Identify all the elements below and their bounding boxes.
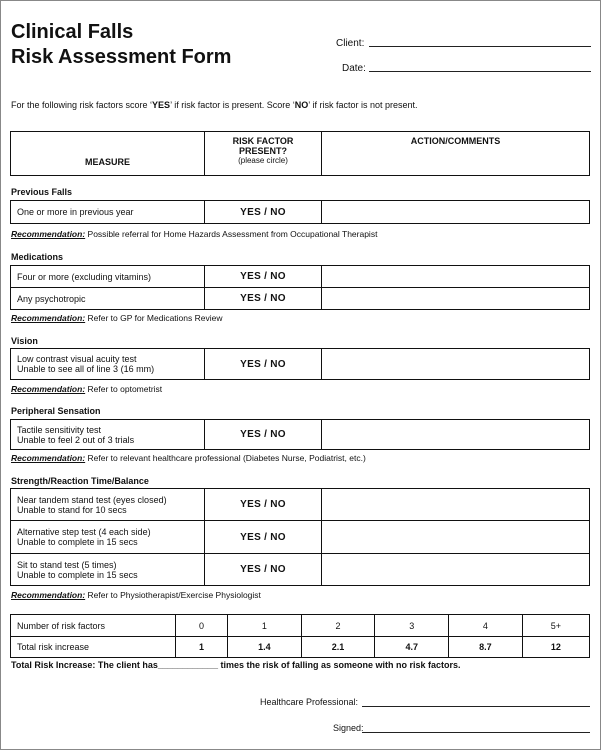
risk-increase-label: Total risk increase bbox=[11, 637, 176, 658]
sensation-comments[interactable] bbox=[322, 420, 590, 450]
risk-count-cell: 5+ bbox=[522, 615, 589, 637]
falls-comments[interactable] bbox=[322, 201, 590, 224]
strength-measure-2: Alternative step test (4 each side) Unable to complete in 15 secs bbox=[11, 521, 205, 554]
risk-factor-count-label: Number of risk factors bbox=[11, 615, 176, 637]
section-previous-falls: Previous Falls bbox=[11, 187, 73, 197]
section-medications: Medications bbox=[11, 252, 64, 262]
meds-recommendation: Recommendation: Refer to GP for Medications Review bbox=[11, 313, 223, 323]
strength-comments-2[interactable] bbox=[322, 521, 590, 554]
risk-increase-cell: 4.7 bbox=[375, 637, 449, 658]
risk-increase-cell: 1.4 bbox=[228, 637, 302, 658]
risk-count-cell: 1 bbox=[228, 615, 302, 637]
section-peripheral-sensation: Peripheral Sensation bbox=[11, 406, 101, 416]
signature-field[interactable] bbox=[362, 732, 590, 733]
meds-measure-2: Any psychotropic bbox=[11, 288, 205, 310]
strength-yes-no-2[interactable]: YES / NO bbox=[205, 521, 322, 554]
vision-measure: Low contrast visual acuity test Unable to see all of line 3 (16 mm) bbox=[11, 349, 205, 380]
vision-table bbox=[10, 348, 590, 380]
risk-count-cell: 3 bbox=[375, 615, 449, 637]
strength-measure-3: Sit to stand test (5 times) Unable to complete in 15 secs bbox=[11, 554, 205, 586]
vision-yes-no[interactable]: YES / NO bbox=[205, 349, 322, 380]
strength-yes-no-1[interactable]: YES / NO bbox=[205, 489, 322, 521]
section-strength-balance: Strength/Reaction Time/Balance bbox=[11, 476, 149, 486]
client-label: Client: bbox=[336, 38, 365, 49]
sensation-recommendation: Recommendation: Refer to relevant healthcare professional (Diabetes Nurse, Podiatrist, etc.) bbox=[11, 453, 366, 463]
falls-yes-no[interactable]: YES / NO bbox=[205, 201, 322, 224]
meds-comments-2[interactable] bbox=[322, 288, 590, 310]
meds-yes-no-2[interactable]: YES / NO bbox=[205, 288, 322, 310]
risk-header: RISK FACTOR PRESENT? (please circle) bbox=[205, 132, 322, 176]
sensation-yes-no[interactable]: YES / NO bbox=[205, 420, 322, 450]
meds-table bbox=[10, 265, 590, 310]
risk-count-cell: 2 bbox=[301, 615, 375, 637]
healthcare-professional-label: Healthcare Professional: bbox=[260, 697, 359, 707]
instructions: For the following risk factors score ‘YES’ if risk factor is present. Score ‘NO’ if risk factor is not present. bbox=[11, 100, 418, 110]
risk-increase-cell: 2.1 bbox=[301, 637, 375, 658]
form-title bbox=[11, 20, 231, 70]
title-line-1: Clinical Falls bbox=[11, 21, 134, 43]
strength-recommendation: Recommendation: Refer to Physiotherapist/Exercise Physiologist bbox=[11, 590, 261, 600]
total-risk-statement: Total Risk Increase: The client has____________ times the risk of falling as someone with no risk factors. bbox=[11, 660, 461, 670]
meds-measure-1: Four or more (excluding vitamins) bbox=[11, 266, 205, 288]
measure-header: MEASURE bbox=[11, 132, 205, 176]
section-vision: Vision bbox=[11, 336, 38, 346]
falls-table bbox=[10, 200, 590, 224]
signed-label: Signed: bbox=[333, 723, 364, 733]
title-line-2: Risk Assessment Form bbox=[11, 46, 232, 68]
date-label: Date: bbox=[342, 63, 366, 74]
meds-comments-1[interactable] bbox=[322, 266, 590, 288]
strength-comments-3[interactable] bbox=[322, 554, 590, 586]
date-field[interactable] bbox=[369, 71, 591, 72]
risk-increase-cell: 1 bbox=[176, 637, 228, 658]
meds-yes-no-1[interactable]: YES / NO bbox=[205, 266, 322, 288]
sensation-table bbox=[10, 419, 590, 450]
risk-count-cell: 0 bbox=[176, 615, 228, 637]
falls-recommendation: Recommendation: Possible referral for Home Hazards Assessment from Occupational Therapist bbox=[11, 229, 378, 239]
risk-increase-cell: 8.7 bbox=[449, 637, 523, 658]
strength-table bbox=[10, 488, 590, 586]
strength-yes-no-3[interactable]: YES / NO bbox=[205, 554, 322, 586]
healthcare-professional-field[interactable] bbox=[362, 706, 590, 707]
falls-measure: One or more in previous year bbox=[11, 201, 205, 224]
vision-recommendation: Recommendation: Refer to optometrist bbox=[11, 384, 163, 394]
header-table bbox=[10, 131, 590, 176]
action-header: ACTION/COMMENTS bbox=[322, 132, 590, 176]
strength-measure-1: Near tandem stand test (eyes closed) Unable to stand for 10 secs bbox=[11, 489, 205, 521]
risk-count-cell: 4 bbox=[449, 615, 523, 637]
risk-summary-table bbox=[10, 614, 590, 658]
risk-increase-cell: 12 bbox=[522, 637, 589, 658]
vision-comments[interactable] bbox=[322, 349, 590, 380]
sensation-measure: Tactile sensitivity test Unable to feel 2 out of 3 trials bbox=[11, 420, 205, 450]
strength-comments-1[interactable] bbox=[322, 489, 590, 521]
client-field[interactable] bbox=[369, 46, 591, 47]
